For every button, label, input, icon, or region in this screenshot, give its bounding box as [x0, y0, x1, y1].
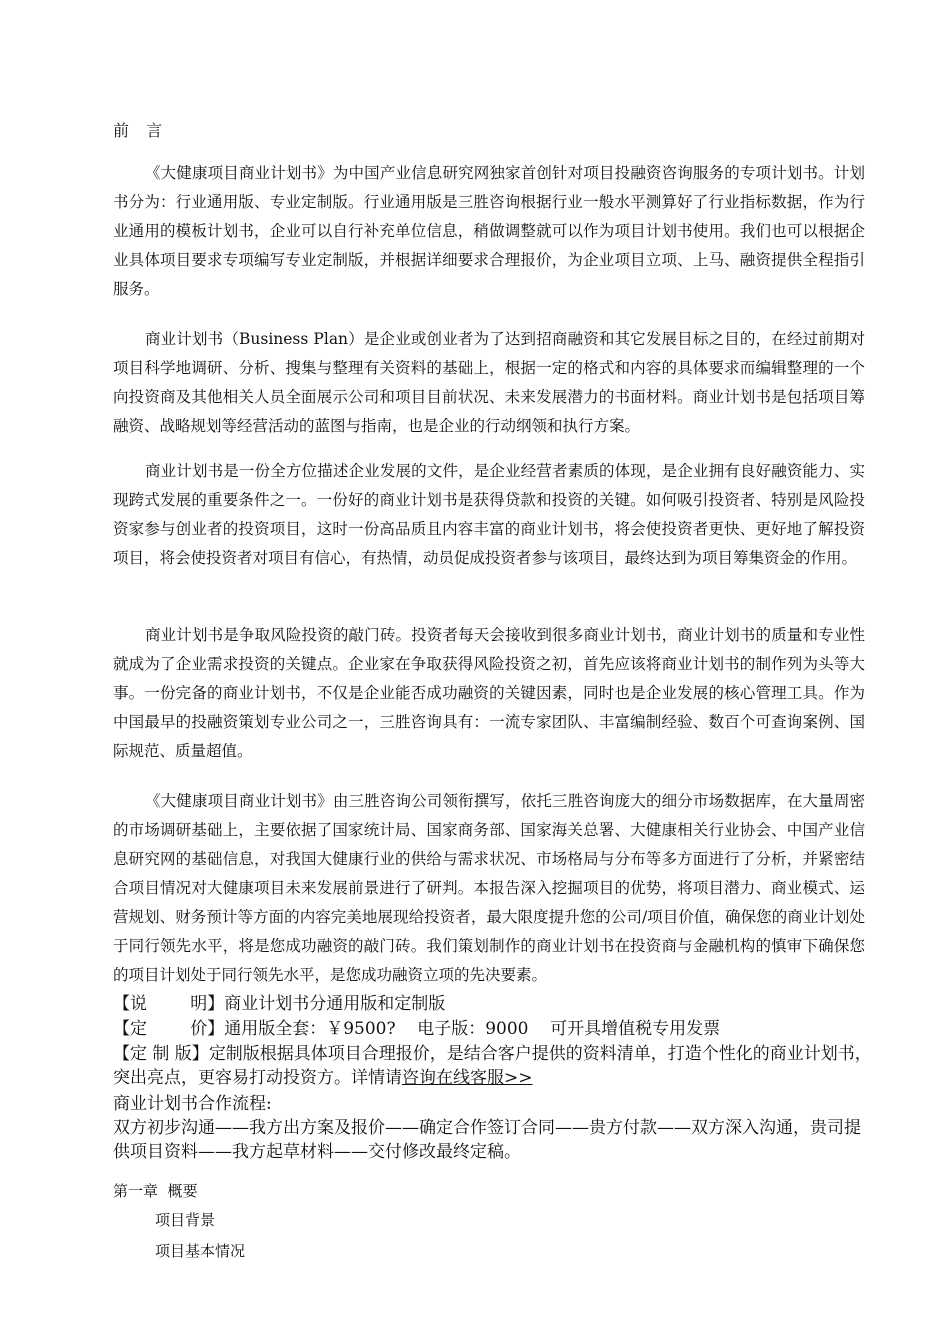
- toc-chapter-title: 第一章 概要: [113, 1182, 198, 1200]
- explain-line: [113, 992, 873, 1016]
- price-label: 【定 价】: [113, 1019, 225, 1039]
- process-title: 商业计划书合作流程:: [113, 1094, 272, 1114]
- preface-heading: 前 言: [113, 121, 169, 140]
- process-text: 双方初步沟通——我方出方案及报价——确定合作签订合同——贵方付款——双方深入沟通，贵司提供项目资料——我方起草材料——交付修改最终定稿。: [113, 1118, 861, 1162]
- preface-paragraph-5: 《大健康项目商业计划书》由三胜咨询公司领衔撰写，依托三胜咨询庞大的细分市场数据库，在大量周密的市场调研基础上，主要依据了国家统计局、国家商务部、国家海关总署、大健康相关行业协会、中国产业信息研究网的基础信息，对我国大健康行业的供给与需求状况、市场格局与分布等多方面进行了分析，并紧密结合项目情况对大健康项目未来发展前景进行了研判。本报告深入挖掘项目的优势，将项目潜力、商业模式、运营规划、财务预计等方面的内容完美地展现给投资者，最大限度提升您的公司/项目价值，确保您的商业计划处于同行领先水平，将是您成功融资的敲门砖。我们策划制作的商业计划书在投资商与金融机构的慎审下确保您的项目计划处于同行领先水平，是您成功融资立项的先决要素。: [113, 792, 865, 984]
- price-text: 通用版全套：￥9500? 电子版：9000 可开具增值税专用发票: [224, 1019, 721, 1039]
- custom-version-label: 【定 制 版】: [113, 1044, 209, 1064]
- preface-paragraph-1: 《大健康项目商业计划书》为中国产业信息研究网独家首创针对项目投融资咨询服务的专项计划书。计划书分为：行业通用版、专业定制版。行业通用版是三胜咨询根据行业一般水平测算好了行业指标数据，作为行业通用的模板计划书，企业可以自行补充单位信息，稍做调整就可以作为项目计划书使用。我们也可以根据企业具体项目要求专项编写专业定制版，并根据详细要求合理报价，为企业项目立项、上马、融资提供全程指引服务。: [113, 164, 865, 298]
- toc-item: 项目背景: [155, 1211, 216, 1229]
- online-service-link[interactable]: 咨询在线客服>>: [402, 1068, 533, 1088]
- toc-item: 项目基本情况: [155, 1242, 246, 1260]
- custom-version-line: [113, 1042, 873, 1090]
- explain-label: 【说 明】: [113, 994, 225, 1014]
- custom-version-text: 定制版根据具体项目合理报价，是结合客户提供的资料清单，打造个性化的商业计划书，突出亮点，更容易打动投资方。详情请: [113, 1044, 872, 1088]
- preface-paragraph-3: 商业计划书是一份全方位描述企业发展的文件，是企业经营者素质的体现，是企业拥有良好融资能力、实现跨式发展的重要条件之一。一份好的商业计划书是获得贷款和投资的关键。如何吸引投资者、特别是风险投资家参与创业者的投资项目，这时一份高品质且内容丰富的商业计划书，将会使投资者更快、更好地了解投资项目，将会使投资者对项目有信心，有热情，动员促成投资者参与该项目，最终达到为项目筹集资金的作用。: [113, 462, 865, 567]
- explain-text: 商业计划书分通用版和定制版: [224, 994, 446, 1014]
- preface-paragraph-2: 商业计划书（Business Plan）是企业或创业者为了达到招商融资和其它发展目标之目的，在经过前期对项目科学地调研、分析、搜集与整理有关资料的基础上，根据一定的格式和内容的具体要求而编辑整理的一个向投资商及其他相关人员全面展示公司和项目目前状况、未来发展潜力的书面材料。商业计划书是包括项目筹融资、战略规划等经营活动的蓝图与指南，也是企业的行动纲领和执行方案。: [113, 330, 865, 435]
- price-line: [113, 1017, 873, 1041]
- preface-paragraph-4: 商业计划书是争取风险投资的敲门砖。投资者每天会接收到很多商业计划书，商业计划书的质量和专业性就成为了企业需求投资的关键点。企业家在争取获得风险投资之初，首先应该将商业计划书的制作列为头等大事。一份完备的商业计划书，不仅是企业能否成功融资的关键因素，同时也是企业发展的核心管理工具。作为中国最早的投融资策划专业公司之一，三胜咨询具有：一流专家团队、丰富编制经验、数百个可查询案例、国际规范、质量超值。: [113, 626, 865, 760]
